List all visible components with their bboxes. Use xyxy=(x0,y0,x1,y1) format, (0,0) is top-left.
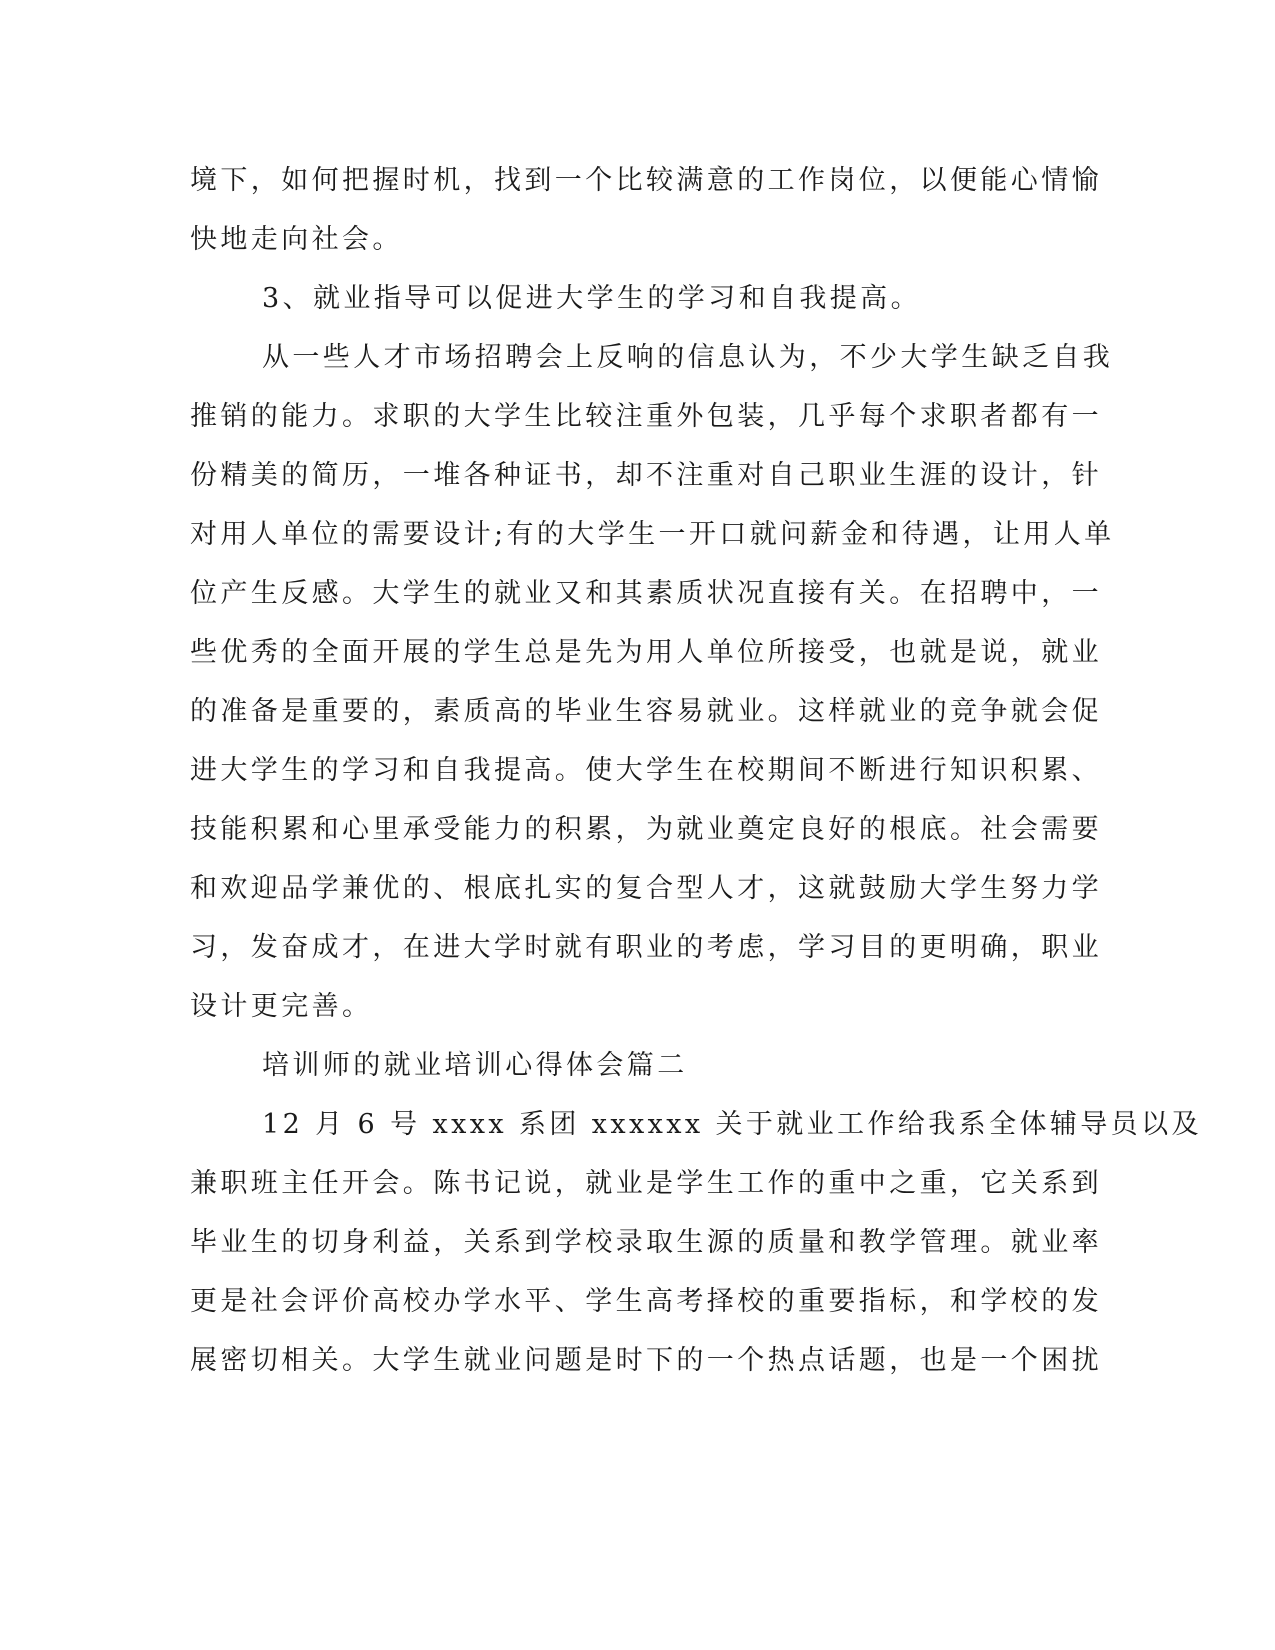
text-line: 推销的能力。求职的大学生比较注重外包装，几乎每个求职者都有一 xyxy=(190,401,1102,432)
text-line: 进大学生的学习和自我提高。使大学生在校期间不断进行知识积累、 xyxy=(190,755,1102,786)
text-line: 份精美的简历，一堆各种证书，却不注重对自己职业生涯的设计，针 xyxy=(190,460,1102,491)
section-heading: 培训师的就业培训心得体会篇二 xyxy=(262,1050,688,1081)
text-line: 设计更完善。 xyxy=(190,991,373,1022)
text-line: 对用人单位的需要设计;有的大学生一开口就问薪金和待遇，让用人单 xyxy=(190,519,1115,550)
text-line: 12 月 6 号 xxxx 系团 xxxxxx 关于就业工作给我系全体辅导员以及 xyxy=(262,1109,1202,1140)
text-line: 的准备是重要的，素质高的毕业生容易就业。这样就业的竞争就会促 xyxy=(190,696,1102,727)
text-line: 从一些人才市场招聘会上反响的信息认为，不少大学生缺乏自我 xyxy=(262,342,1114,373)
text-line: 毕业生的切身利益，关系到学校录取生源的质量和教学管理。就业率 xyxy=(190,1227,1102,1258)
text-line: 和欢迎品学兼优的、根底扎实的复合型人才，这就鼓励大学生努力学 xyxy=(190,873,1102,904)
text-line: 展密切相关。大学生就业问题是时下的一个热点话题，也是一个困扰 xyxy=(190,1345,1102,1376)
text-line: 更是社会评价高校办学水平、学生高考择校的重要指标，和学校的发 xyxy=(190,1286,1102,1317)
list-item-heading: 3、就业指导可以促进大学生的学习和自我提高。 xyxy=(262,283,921,314)
text-line: 境下，如何把握时机，找到一个比较满意的工作岗位，以便能心情愉 xyxy=(190,165,1102,196)
text-line: 兼职班主任开会。陈书记说，就业是学生工作的重中之重，它关系到 xyxy=(190,1168,1102,1199)
text-line: 位产生反感。大学生的就业又和其素质状况直接有关。在招聘中，一 xyxy=(190,578,1102,609)
text-line: 技能积累和心里承受能力的积累，为就业奠定良好的根底。社会需要 xyxy=(190,814,1102,845)
text-line: 快地走向社会。 xyxy=(190,224,403,255)
text-line: 习，发奋成才，在进大学时就有职业的考虑，学习目的更明确，职业 xyxy=(190,932,1102,963)
text-line: 些优秀的全面开展的学生总是先为用人单位所接受，也就是说，就业 xyxy=(190,637,1102,668)
